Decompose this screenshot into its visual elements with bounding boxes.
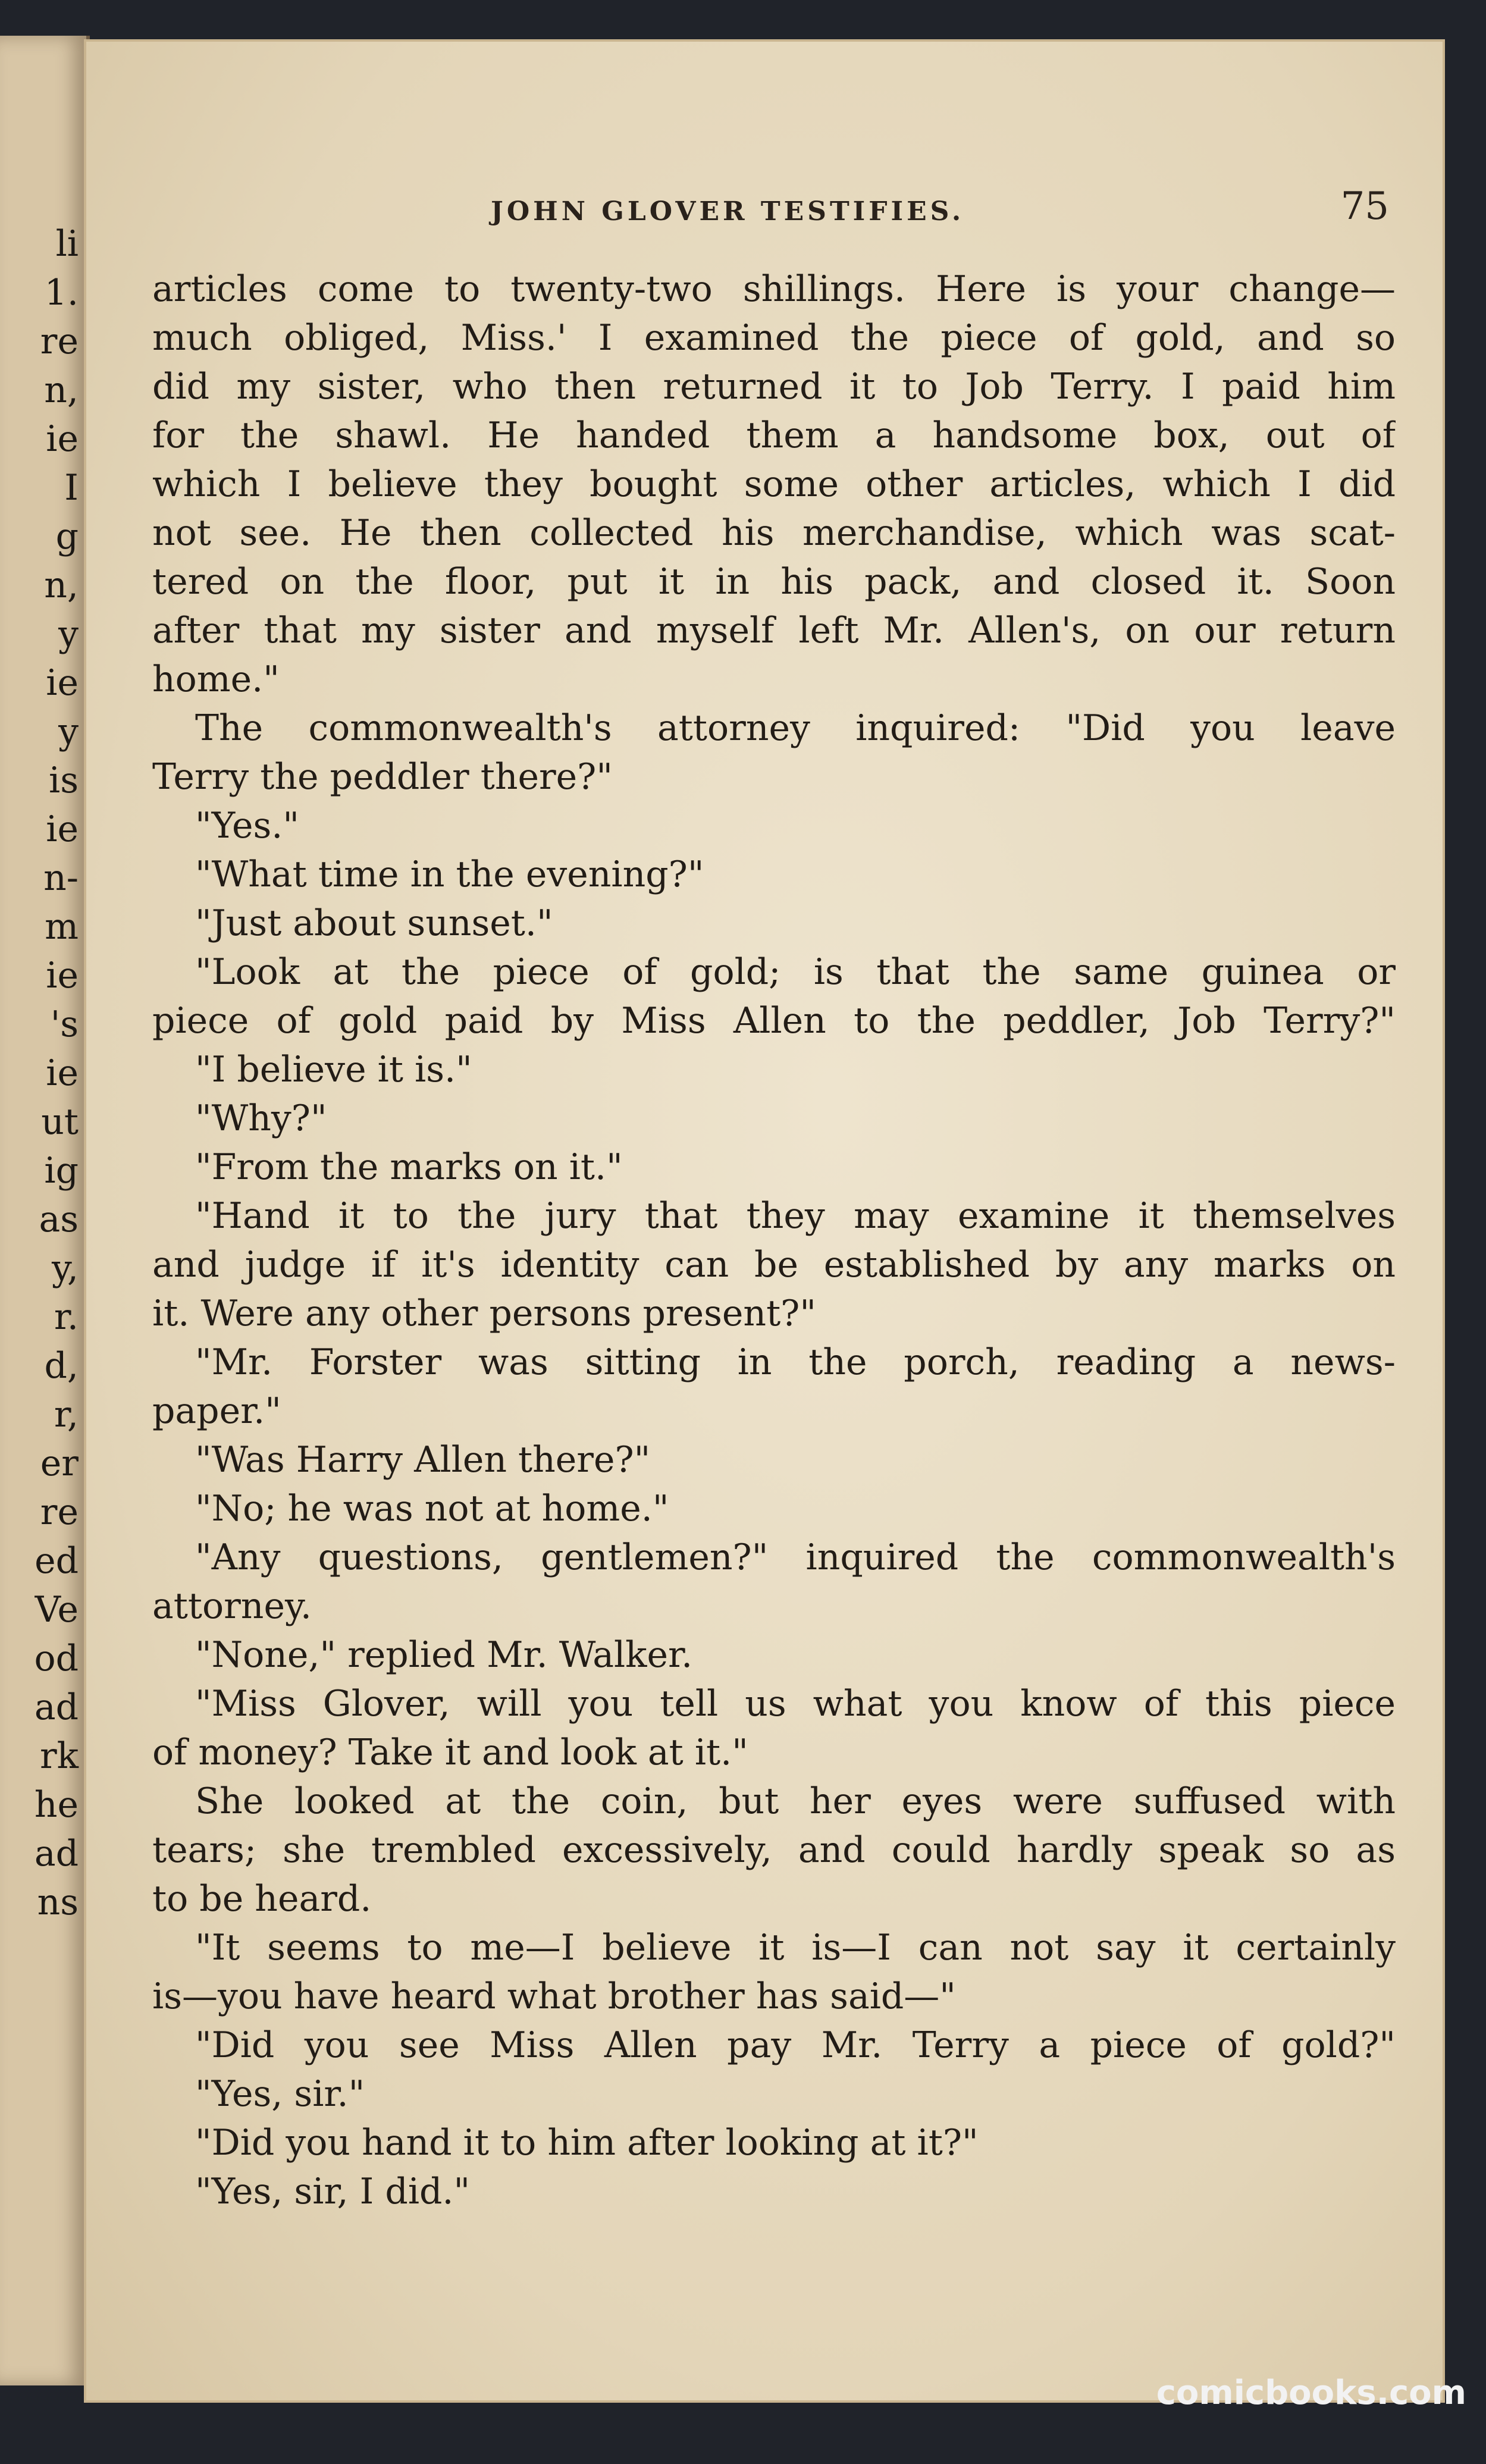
page-number: 75 <box>1340 184 1389 228</box>
facing-page-fragment: d, <box>44 1345 79 1387</box>
text-line: "Miss Glover, will you tell us what you know of this piece <box>195 1683 1396 1725</box>
running-head: JOHN GLOVER TESTIFIES. <box>491 196 965 227</box>
text-line: tered on the floor, put it in his pack, and closed it. Soon <box>152 561 1396 603</box>
facing-page-fragment: ie <box>46 662 79 704</box>
facing-page-fragment: y, <box>52 1247 79 1289</box>
facing-page-fragment: ie <box>46 418 79 460</box>
text-line: tears; she trembled excessively, and could hardly speak so as <box>152 1829 1396 1871</box>
facing-page-fragment: ie <box>46 808 79 850</box>
text-line: "Mr. Forster was sitting in the porch, reading a news- <box>195 1341 1396 1383</box>
facing-page-fragment: n, <box>44 565 79 606</box>
facing-page-fragment: re <box>40 1491 79 1533</box>
text-line: to be heard. <box>152 1878 372 1920</box>
facing-page-fragment: r. <box>54 1296 79 1338</box>
facing-page-fragment: he <box>34 1784 79 1826</box>
text-line: "What time in the evening?" <box>195 854 704 895</box>
text-line: paper." <box>152 1390 281 1432</box>
text-line: after that my sister and myself left Mr. Allen's, on our return <box>152 610 1396 651</box>
facing-page-fragment: li <box>55 223 79 265</box>
text-line: piece of gold paid by Miss Allen to the peddler, Job Terry?" <box>152 1000 1396 1042</box>
text-line: much obliged, Miss.' I examined the piece of gold, and so <box>152 317 1396 359</box>
text-line: home." <box>152 659 280 700</box>
facing-page-fragment: y <box>58 613 79 655</box>
text-line: and judge if it's identity can be established by any marks on <box>152 1244 1396 1286</box>
facing-page-fragment: ie <box>46 955 79 996</box>
facing-page-fragment: r, <box>54 1394 79 1435</box>
facing-page-fragment: ed <box>35 1540 79 1582</box>
facing-page-fragment: m <box>45 906 79 948</box>
text-line: "Why?" <box>195 1098 327 1139</box>
text-line: The commonwealth's attorney inquired: "Did you leave <box>195 707 1396 749</box>
facing-page-fragment: is <box>49 760 79 801</box>
facing-page-fragment: n- <box>43 857 79 899</box>
facing-page-fragment: 1. <box>44 272 79 314</box>
text-line: "Yes." <box>195 805 299 847</box>
body-text <box>152 265 1396 2216</box>
facing-page-fragment: as <box>39 1199 79 1240</box>
text-line: "Any questions, gentlemen?" inquired the commonwealth's <box>195 1537 1396 1578</box>
text-line: "Just about sunset." <box>195 902 553 944</box>
facing-page-fragment: I <box>64 467 79 509</box>
text-line: "None," replied Mr. Walker. <box>195 1634 693 1676</box>
page-header <box>86 184 1443 244</box>
facing-page-fragment: od <box>34 1638 79 1679</box>
text-line: which I believe they bought some other articles, which I did <box>152 463 1396 505</box>
text-line: She looked at the coin, but her eyes were suffused with <box>195 1780 1396 1822</box>
text-line: "Look at the piece of gold; is that the same guinea or <box>195 951 1396 993</box>
text-line: attorney. <box>152 1585 312 1627</box>
facing-page-fragment: 's <box>50 1004 79 1045</box>
text-line: not see. He then collected his merchandise, which was scat- <box>152 512 1396 554</box>
text-line: is—you have heard what brother has said—" <box>152 1976 956 2017</box>
facing-page-fragment: rk <box>39 1735 79 1777</box>
facing-page-fragment: y <box>58 711 79 753</box>
text-line: "Hand it to the jury that they may examine it themselves <box>195 1195 1396 1237</box>
facing-page-fragment: ut <box>41 1101 79 1143</box>
book-page <box>86 42 1443 2400</box>
facing-page-fragment: n, <box>44 369 79 411</box>
facing-page-fragment: Ve <box>35 1589 79 1631</box>
text-line: "Did you see Miss Allen pay Mr. Terry a piece of gold?" <box>195 2024 1396 2066</box>
text-line: for the shawl. He handed them a handsome box, out of <box>152 415 1396 456</box>
facing-page-fragment: re <box>40 321 79 362</box>
facing-page-fragment: ns <box>37 1882 79 1923</box>
text-line: "Yes, sir." <box>195 2073 365 2115</box>
text-line: "I believe it is." <box>195 1049 472 1090</box>
facing-page-fragment: ad <box>34 1833 79 1874</box>
facing-page-fragment: ie <box>46 1052 79 1094</box>
facing-page-fragment: ad <box>34 1686 79 1728</box>
text-line: "Yes, sir, I did." <box>195 2171 471 2212</box>
facing-page-edge <box>0 36 90 2385</box>
text-line: "It seems to me—I believe it is—I can not say it certainly <box>195 1927 1396 1968</box>
text-line: of money? Take it and look at it." <box>152 1732 748 1773</box>
facing-page-fragment: g <box>55 516 79 557</box>
text-line: "Was Harry Allen there?" <box>195 1439 651 1481</box>
text-line: articles come to twenty-two shillings. Here is your change— <box>152 268 1396 310</box>
text-line: "Did you hand it to him after looking at it?" <box>195 2122 979 2164</box>
text-line: did my sister, who then returned it to Job Terry. I paid him <box>152 366 1396 407</box>
text-line: "From the marks on it." <box>195 1146 623 1188</box>
facing-page-fragment: ig <box>44 1150 79 1192</box>
watermark: comicbooks.com <box>1156 2374 1466 2412</box>
text-line: it. Were any other persons present?" <box>152 1293 816 1334</box>
facing-page-fragment: er <box>40 1443 79 1484</box>
text-line: Terry the peddler there?" <box>152 756 613 798</box>
text-line: "No; he was not at home." <box>195 1488 669 1529</box>
